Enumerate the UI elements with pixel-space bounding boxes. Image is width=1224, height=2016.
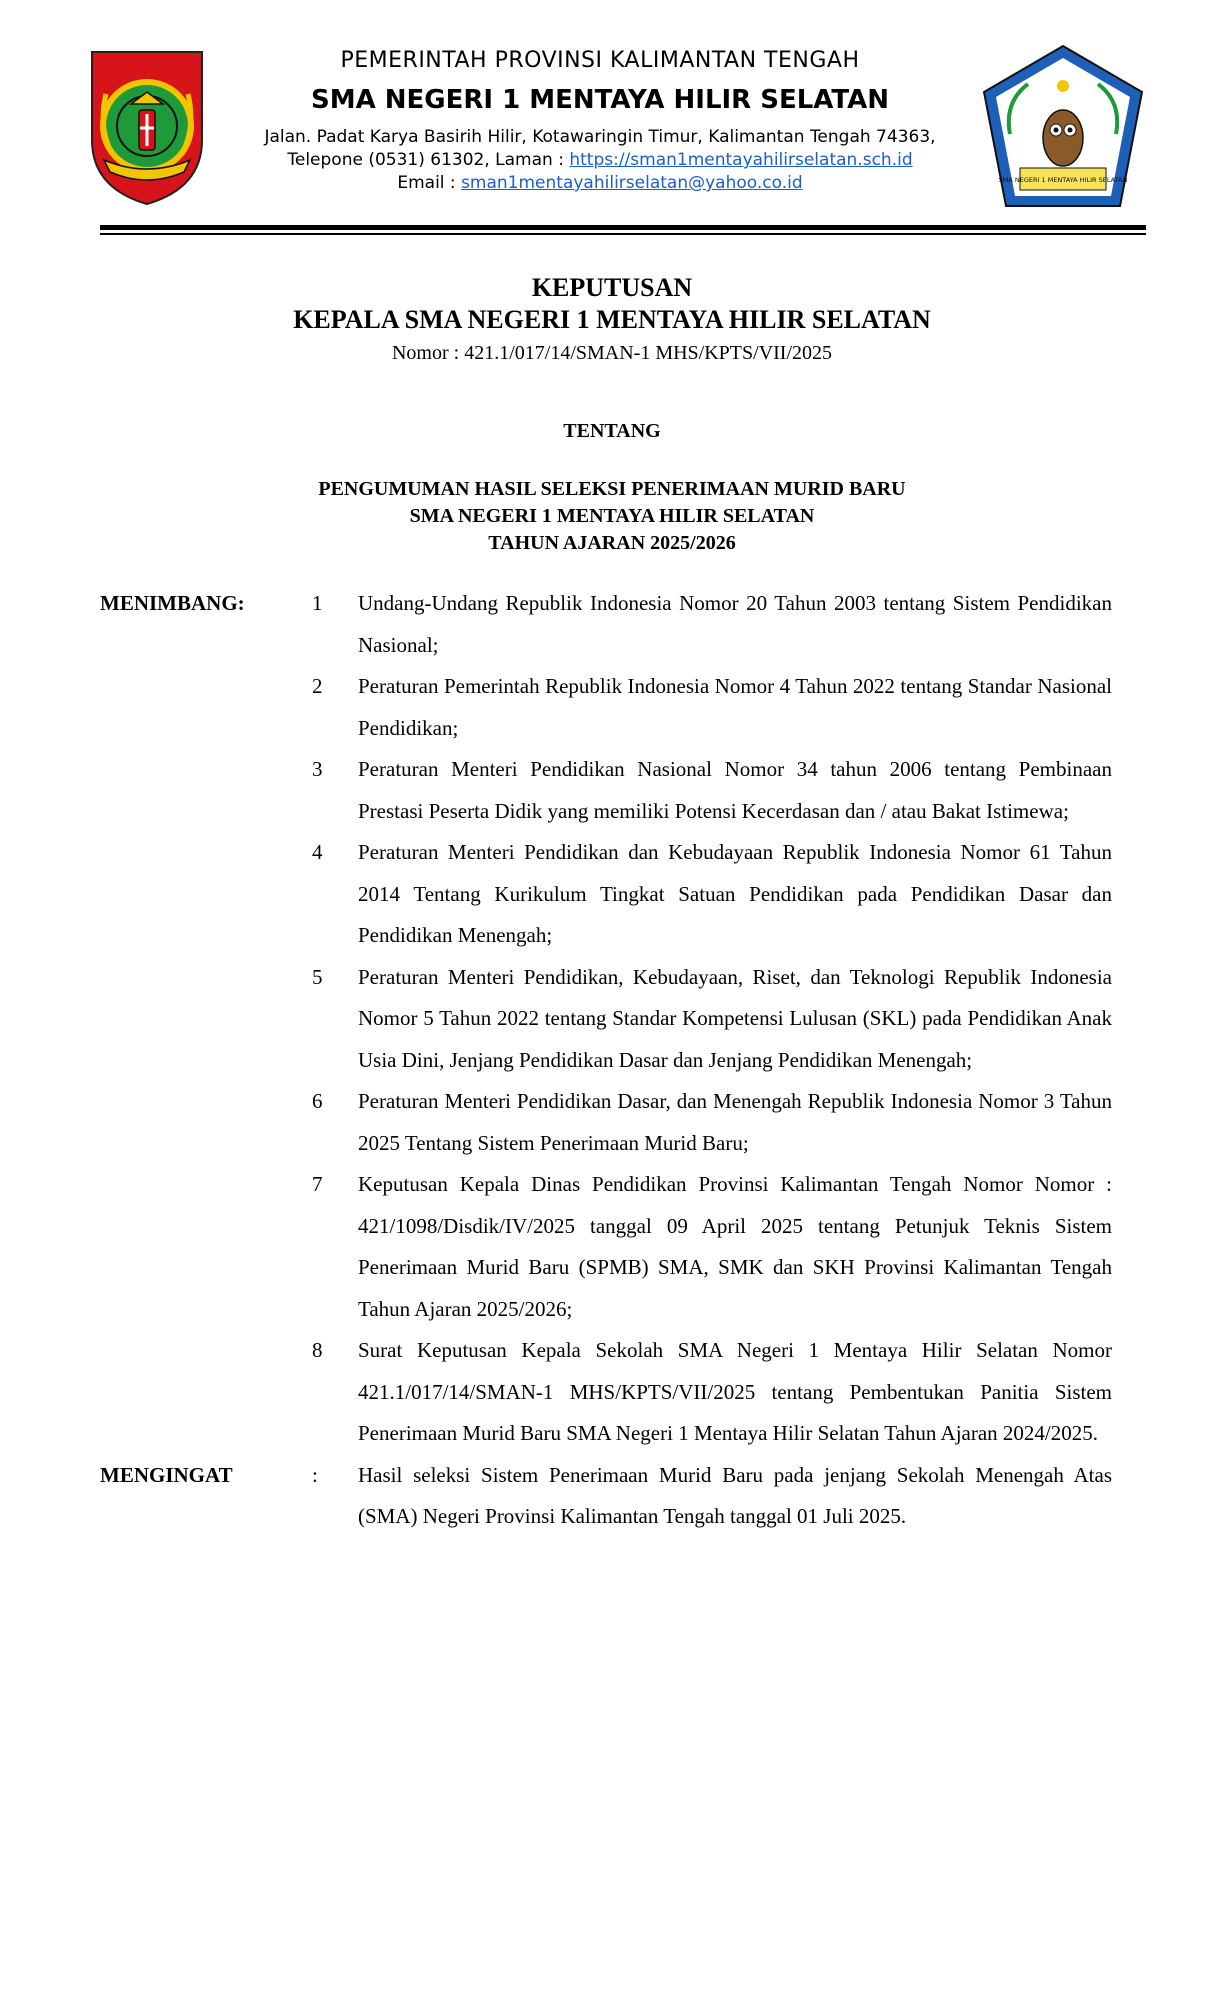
item-number: 8: [312, 1338, 323, 1362]
menimbang-item: [312, 957, 1112, 1082]
letterhead-email-line: [220, 172, 980, 195]
item-number: 1: [312, 591, 323, 615]
menimbang-item: [312, 666, 1112, 749]
item-text: Peraturan Pemerintah Republik Indonesia Nomor 4 Tahun 2022 tentang Standar Nasional Pendidikan;: [358, 674, 1112, 740]
item-text: Keputusan Kepala Dinas Pendidikan Provinsi Kalimantan Tengah Nomor Nomor : 421/1098/Disdik/IV/2025 tanggal 09 April 2025 tentang Petunjuk Teknis Sistem Penerimaan Murid Baru (SPMB) SMA, SMK dan SKH Provinsi Kalimantan Tengah Tahun Ajaran 2025/2026;: [358, 1172, 1112, 1321]
website-link[interactable]: https://sman1mentayahilirselatan.sch.id: [569, 150, 913, 170]
letterhead-email-label: Email :: [397, 173, 462, 193]
item-number: 4: [312, 840, 323, 864]
item-text: Peraturan Menteri Pendidikan, Kebudayaan, Riset, dan Teknologi Republik Indonesia Nomor 5 Tahun 2022 tentang Standar Kompetensi Lulusan (SKL) pada Pendidikan Anak Usia Dini, Jenjang Pendidikan Dasar dan Jenjang Pendidikan Menengah;: [358, 964, 1112, 1072]
item-text: Peraturan Menteri Pendidikan dan Kebudayaan Republik Indonesia Nomor 61 Tahun 2014 Tentang Kurikulum Tingkat Satuan Pendidikan pada Pendidikan Dasar dan Pendidikan Menengah;: [358, 840, 1112, 947]
letterhead-government: PEMERINTAH PROVINSI KALIMANTAN TENGAH: [340, 48, 860, 73]
menimbang-item: [312, 1164, 1112, 1330]
mengingat-item: [358, 1455, 1112, 1538]
letterhead-phone: Telepone (0531) 61302, Laman :: [287, 150, 570, 170]
item-number: 7: [312, 1172, 323, 1196]
item-text: Undang-Undang Republik Indonesia Nomor 20 Tahun 2003 tentang Sistem Pendidikan Nasional;: [358, 591, 1112, 657]
menimbang-item: [312, 1081, 1112, 1164]
mengingat-label: MENGINGAT: [100, 1462, 233, 1487]
decree-tentang: TENTANG: [563, 420, 661, 442]
item-number: 5: [312, 964, 323, 989]
item-text: Peraturan Menteri Pendidikan Dasar, dan Menengah Republik Indonesia Nomor 3 Tahun 2025 Tentang Sistem Penerimaan Murid Baru;: [358, 1089, 1112, 1155]
decree-issuer: KEPALA SMA NEGERI 1 MENTAYA HILIR SELATAN: [293, 305, 931, 334]
item-text: Surat Keputusan Kepala Sekolah SMA Negeri 1 Mentaya Hilir Selatan Nomor 421.1/017/14/SMAN-1 MHS/KPTS/VII/2025 tentang Pembentukan Panitia Sistem Penerimaan Murid Baru SMA Negeri 1 Mentaya Hilir Selatan Tahun Ajaran 2024/2025.: [358, 1338, 1112, 1445]
letterhead-phone-website: [220, 149, 980, 172]
email-link[interactable]: sman1mentayahilirselatan@yahoo.co.id: [461, 173, 803, 193]
menimbang-label: MENIMBANG:: [100, 591, 245, 615]
letterhead-rule-thin: [100, 233, 1146, 235]
letterhead-address: Jalan. Padat Karya Basirih Hilir, Kotawaringin Timur, Kalimantan Tengah 74363,: [264, 127, 936, 147]
decree-subject-line2: SMA NEGERI 1 MENTAYA HILIR SELATAN: [409, 505, 815, 527]
item-text: Hasil seleksi Sistem Penerimaan Murid Baru pada jenjang Sekolah Menengah Atas (SMA) Negeri Provinsi Kalimantan Tengah tanggal 01 Juli 2025.: [358, 1462, 1112, 1528]
item-number: 2: [312, 674, 323, 698]
letterhead-rule-thick: [100, 225, 1146, 230]
decree-number: Nomor : 421.1/017/14/SMAN-1 MHS/KPTS/VII/2025: [391, 342, 833, 364]
province-emblem-logo: [84, 48, 210, 206]
school-emblem-logo: [980, 42, 1146, 210]
svg-text:SMA NEGERI 1 MENTAYA HILIR SEL: SMA NEGERI 1 MENTAYA HILIR SELATAN: [998, 176, 1128, 184]
mengingat-section: [0, 1455, 1224, 1538]
item-number: 6: [312, 1089, 323, 1113]
letterhead-school-name: SMA NEGERI 1 MENTAYA HILIR SELATAN: [310, 85, 890, 115]
menimbang-item: [312, 832, 1112, 957]
menimbang-item: [312, 1330, 1112, 1455]
decree-subject-line1: PENGUMUMAN HASIL SELEKSI PENERIMAAN MURID BARU: [318, 478, 906, 500]
item-number: 3: [312, 757, 323, 781]
decree-title: KEPUTUSAN: [531, 273, 693, 302]
decree-body: [0, 583, 1224, 1538]
item-text: Peraturan Menteri Pendidikan Nasional Nomor 34 tahun 2006 tentang Pembinaan Prestasi Peserta Didik yang memiliki Potensi Kecerdasan dan / atau Bakat Istimewa;: [358, 757, 1112, 823]
menimbang-item: [312, 583, 1112, 666]
menimbang-section: [0, 583, 1224, 1455]
letterhead: [220, 46, 980, 195]
decree-subject-line3: TAHUN AJARAN 2025/2026: [488, 532, 736, 554]
mengingat-colon: :: [312, 1462, 318, 1487]
menimbang-item: [312, 749, 1112, 832]
